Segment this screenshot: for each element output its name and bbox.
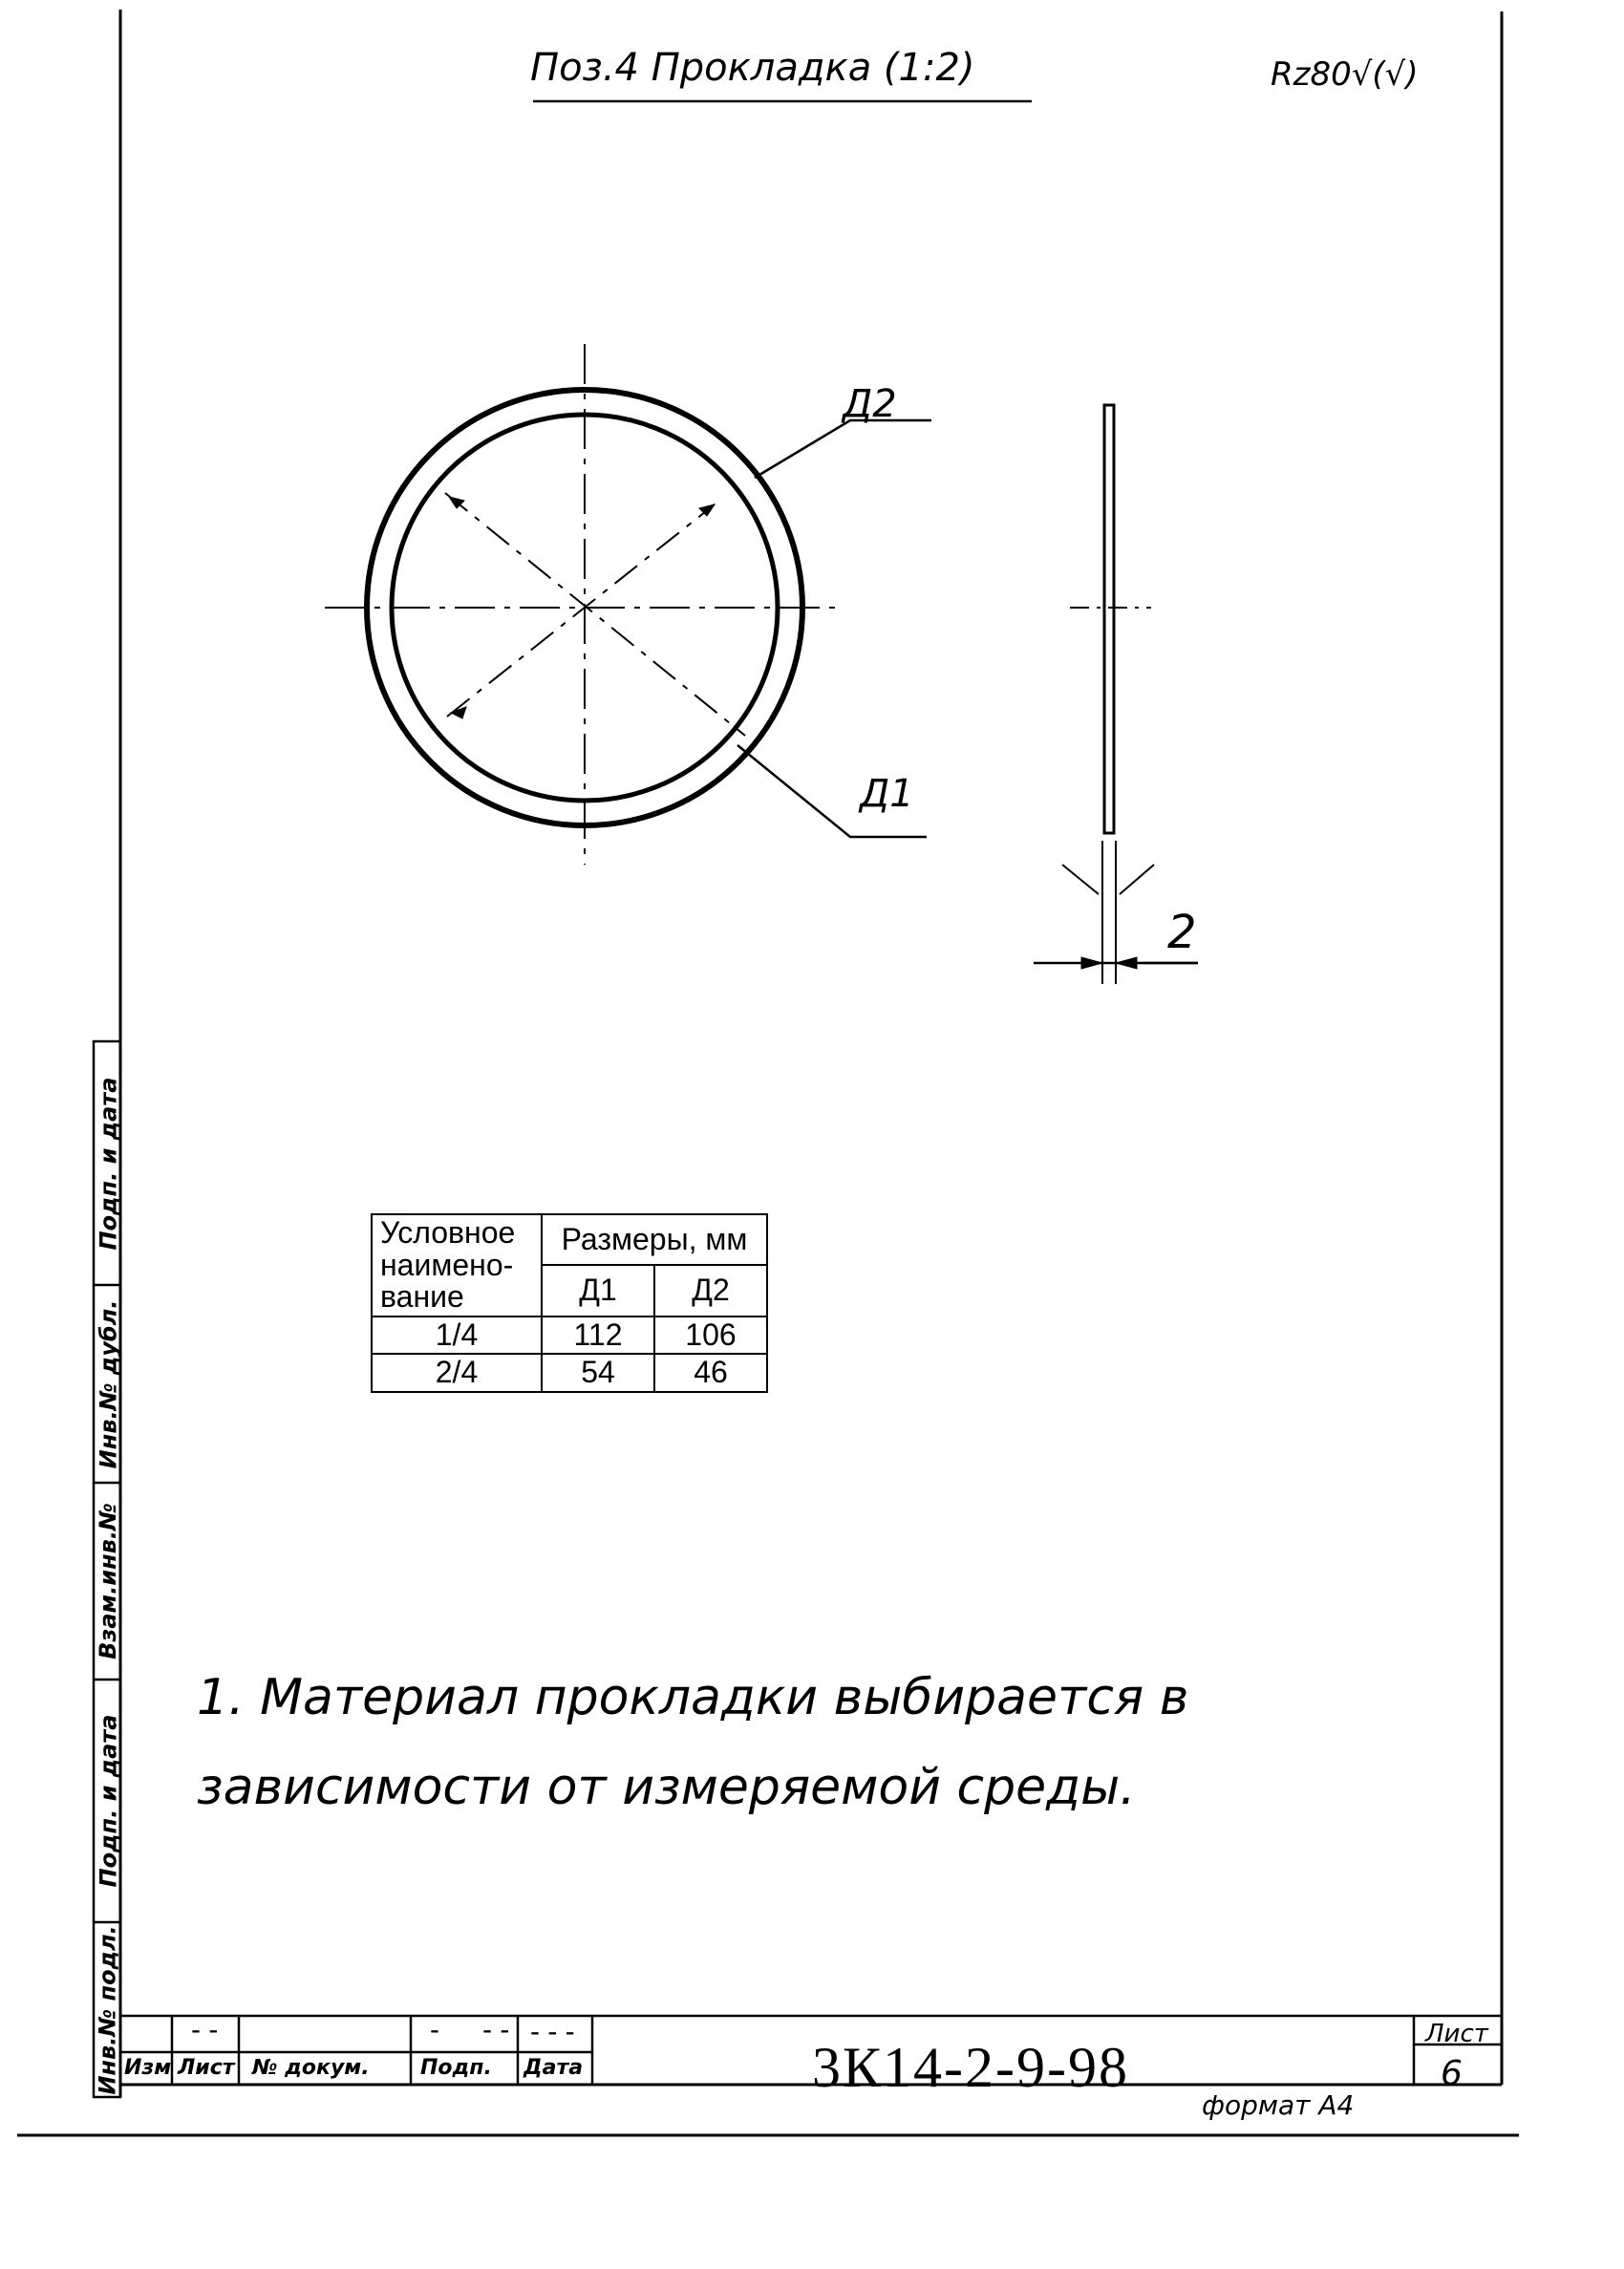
header-d2: Д2	[654, 1265, 767, 1316]
title-block-dash: -	[430, 2014, 439, 2045]
title-col-signature: Подп.	[420, 2056, 492, 2080]
side-stamp-cell	[94, 1922, 122, 2097]
title-block-dash: - -	[482, 2014, 510, 2045]
material-note: 1. Материал прокладки выбирается в зависимости от измеряемой среды.	[197, 1669, 1189, 1816]
header-d1: Д1	[542, 1265, 654, 1316]
dimension-label-d2: Д2	[843, 382, 897, 426]
title-block-dash: - -	[191, 2014, 219, 2045]
document-code: 3К14-2-9-98	[812, 2036, 1129, 2099]
cell-name: 2/4	[372, 1354, 542, 1392]
side-stamp-cell	[94, 1285, 122, 1483]
header-name: Условное наимено- вание	[372, 1214, 542, 1316]
side-stamp-label: Подп. и дата	[95, 1714, 121, 1888]
cell-d1: 112	[542, 1316, 654, 1355]
title-block-dash: - - -	[530, 2016, 575, 2047]
gasket-front-view	[325, 344, 931, 865]
side-stamp-label: Инв.№ дубл.	[95, 1299, 121, 1468]
gasket-side-view	[1034, 405, 1198, 984]
table-row	[372, 1354, 767, 1392]
side-stamp-cell	[94, 1041, 122, 1285]
side-stamp-label: Подп. и дата	[95, 1077, 121, 1250]
dimension-label-d1: Д1	[860, 772, 914, 816]
title-col-doc-number: № докум.	[252, 2056, 370, 2080]
format-label: формат А4	[1202, 2089, 1355, 2121]
side-stamp-label: Взам.инв.№	[95, 1503, 121, 1659]
title-col-sheet: Лист	[178, 2056, 235, 2080]
thickness-label: 2	[1167, 906, 1197, 959]
dimensions-table	[371, 1213, 768, 1393]
sheet-label: Лист	[1425, 2020, 1488, 2048]
sheet-number: 6	[1441, 2054, 1463, 2093]
cell-d2: 106	[654, 1316, 767, 1355]
cell-d1: 54	[542, 1354, 654, 1392]
cell-name: 1/4	[372, 1316, 542, 1355]
roughness-symbol: Rz80√(√)	[1271, 55, 1419, 94]
title-col-change: Изм	[124, 2056, 172, 2080]
side-stamp-label: Инв.№ подл.	[95, 1924, 122, 2095]
header-sizes: Размеры, мм	[542, 1214, 767, 1265]
side-stamp-cell	[94, 1680, 122, 1922]
title-col-date: Дата	[524, 2056, 584, 2080]
table-row	[372, 1316, 767, 1355]
cell-d2: 46	[654, 1354, 767, 1392]
drawing-title: Поз.4 Прокладка (1:2)	[530, 46, 975, 90]
side-stamp-cell	[94, 1483, 122, 1680]
